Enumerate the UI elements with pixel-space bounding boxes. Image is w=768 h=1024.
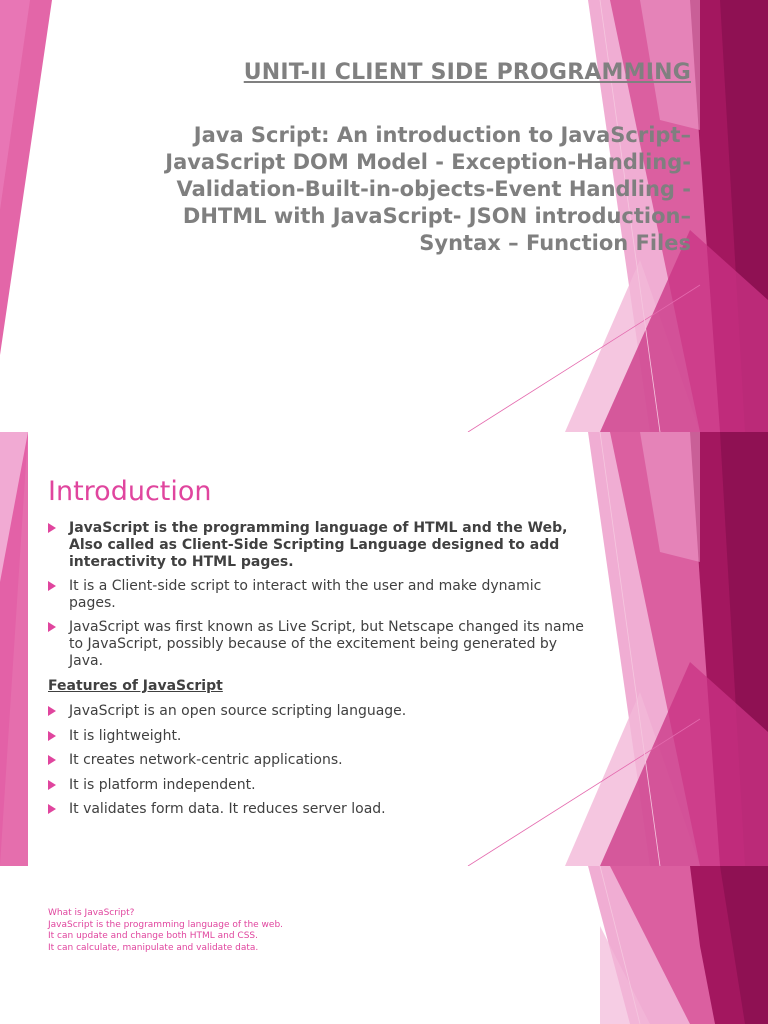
subtitle-line: Validation-Built-in-objects-Event Handling -: [176, 177, 691, 201]
title-slide: [0, 0, 768, 432]
bullet-arrow-icon: [48, 755, 56, 765]
notes-line: It can update and change both HTML and CSS.: [48, 931, 259, 941]
notes-line: JavaScript is the programming language of the web.: [48, 919, 284, 930]
bullet-arrow-icon: [48, 581, 56, 591]
list-item: [48, 728, 588, 745]
introduction-slide: [0, 432, 768, 866]
bullet-text: It is lightweight.: [69, 727, 182, 744]
list-item: [48, 520, 588, 571]
list-item: [48, 578, 588, 612]
subtitle-line: Syntax – Function Files: [419, 231, 691, 255]
notes-text: [48, 908, 283, 954]
bullet-arrow-icon: [48, 523, 56, 533]
bullet-arrow-icon: [48, 780, 56, 790]
subtitle-line: DHTML with JavaScript- JSON introduction–: [182, 204, 691, 228]
bullet-text: It is a Client-side script to interact with the user and make dynamic pages.: [69, 578, 542, 611]
bullet-text: JavaScript is an open source scripting language.: [69, 703, 407, 719]
slide-title: UNIT-II CLIENT SIDE PROGRAMMING: [243, 60, 691, 85]
bullet-text: It validates form data. It reduces server load.: [69, 801, 386, 818]
list-item: [48, 619, 588, 670]
bullet-text: It creates network-centric applications.: [69, 752, 343, 769]
bullet-arrow-icon: [48, 622, 56, 632]
features-heading: Features of JavaScript: [48, 678, 223, 694]
notes-line: What is JavaScript?: [48, 908, 135, 918]
list-item: [48, 752, 588, 769]
bullet-arrow-icon: [48, 731, 56, 741]
slide-title: Introduction: [48, 476, 212, 507]
notes-line: It can calculate, manipulate and validate data.: [48, 942, 259, 953]
subtitle-line: Java Script: An introduction to JavaScript–: [193, 123, 691, 147]
bullet-arrow-icon: [48, 804, 56, 814]
bullet-text: It is platform independent.: [69, 776, 256, 793]
features-bullet-list: [48, 703, 588, 826]
slide-subtitle: [101, 122, 691, 257]
intro-bullet-list: [48, 520, 588, 677]
bullet-text: JavaScript was first known as Live Script, but Netscape changed its name to JavaScript, possibly because of the excitement being generated by Java.: [69, 619, 584, 669]
list-item: [48, 777, 588, 794]
list-item: [48, 801, 588, 818]
list-item: [48, 703, 588, 720]
what-is-javascript-slide: [0, 866, 768, 1024]
bullet-text: JavaScript is the programming language of HTML and the Web, Also called as Client-Side Scripting Language designed to add interactivity to HTML pages.: [69, 520, 568, 570]
bullet-arrow-icon: [48, 706, 56, 716]
subtitle-line: JavaScript DOM Model - Exception-Handling-: [165, 150, 691, 174]
